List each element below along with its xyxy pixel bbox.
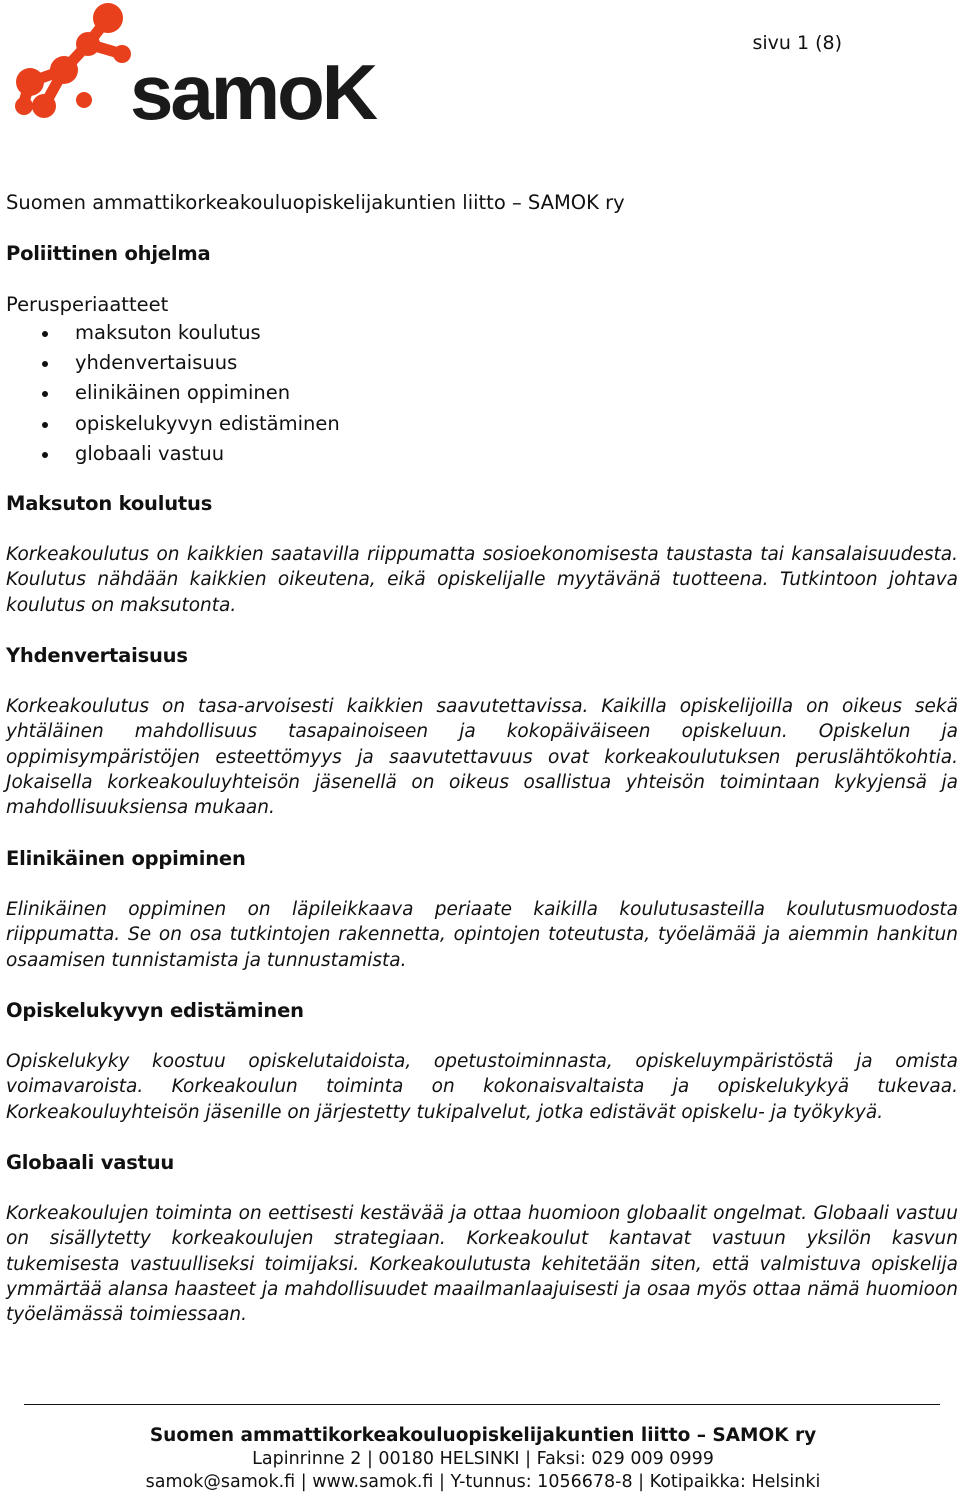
section-heading: Opiskelukyvyn edistäminen xyxy=(6,999,304,1022)
logo-wordmark: samoK xyxy=(130,48,376,124)
section-body: Korkeakoulutus on kaikkien saatavilla riippumatta sosioekonomisesta taustasta tai kansalaisuudesta. Koulutus nähdään kaikkien oikeutena, eikä opiskelijalle myytävänä tuotteena. Tutkintoon johtava koulutus on maksutonta. xyxy=(6,544,958,616)
section-heading: Elinikäinen oppiminen xyxy=(6,847,246,870)
section-body: Korkeakoulutus on tasa-arvoisesti kaikkien saavutettavissa. Kaikilla opiskelijoilla on oikeus sekä yhtäläinen mahdollisuus tasapainoiseen ja kokopäiväiseen opiskeluun. Opiskelun ja oppimisympäristöjen esteettömyys ja saavutettavuus ovat korkeakoulutuksen peruslähtökohtia. Jokaisella korkeakouluyhteisön jäsenellä on oikeus osallistua yhteisön toimintaan kykyjensä ja mahdollisuuksiensa mukaan. xyxy=(6,696,958,819)
section-body: Elinikäinen oppiminen on läpileikkaava periaate kaikilla koulutusasteilla koulutusmuodosta riippumatta. Se on osa tutkintojen rakennetta, opintojen toteutusta, työelämää ja aiemmin hankitun osaamisen tunnistamista ja tunnustamista. xyxy=(6,899,958,971)
principles-heading: Perusperiaatteet xyxy=(6,293,169,316)
organization-name: Suomen ammattikorkeakouluopiskelijakuntien liitto – SAMOK ry xyxy=(6,191,625,214)
samok-logo xyxy=(6,2,426,124)
section-globaali-vastuu xyxy=(6,1150,958,1327)
section-body: Korkeakoulujen toiminta on eettisesti kestävää ja ottaa huomioon globaalit ongelmat. Globaali vastuu on sisällytetty korkeakoulujen strategiaan. Korkeakoulut kantavat vastuun yksilön kasvun tukemisesta vastuulliseksi toimijaksi. Korkeakoulutusta kehitetään siten, että valmistuva opiskelija ymmärtää alansa haasteet ja mahdollisuudet maailmanlaajuisesti ja osaa myös ottaa nämä huomioon työelämässä toimiessaan. xyxy=(6,1203,958,1326)
section-heading: Maksuton koulutus xyxy=(6,492,213,515)
list-item: maksuton koulutus xyxy=(6,318,958,348)
list-item: globaali vastuu xyxy=(6,439,958,469)
section-maksuton-koulutus xyxy=(6,491,958,618)
section-elinikainen-oppiminen xyxy=(6,846,958,973)
list-item: yhdenvertaisuus xyxy=(6,348,958,378)
network-dots-icon xyxy=(15,3,131,118)
document-title: Poliittinen ohjelma xyxy=(6,242,211,265)
footer-address: Lapinrinne 2 | 00180 HELSINKI | Faksi: 029 009 0999 xyxy=(252,1449,714,1469)
section-heading: Yhdenvertaisuus xyxy=(6,644,188,667)
footer-organization: Suomen ammattikorkeakouluopiskelijakuntien liitto – SAMOK ry xyxy=(149,1425,817,1446)
list-item: opiskelukyvyn edistäminen xyxy=(6,409,958,439)
section-yhdenvertaisuus xyxy=(6,643,958,820)
section-heading: Globaali vastuu xyxy=(6,1151,175,1174)
principles-section xyxy=(6,292,958,469)
footer-contact: samok@samok.fi | www.samok.fi | Y-tunnus: 1056678-8 | Kotipaikka: Helsinki xyxy=(145,1472,821,1492)
footer xyxy=(0,1424,960,1494)
document-body xyxy=(6,190,958,216)
page-number: sivu 1 (8) xyxy=(752,32,842,54)
list-item: elinikäinen oppiminen xyxy=(6,378,958,408)
principles-list xyxy=(6,318,958,469)
footer-divider xyxy=(24,1404,940,1405)
section-opiskelukyvyn-edistaminen xyxy=(6,998,958,1125)
section-body: Opiskelukyky koostuu opiskelutaidoista, opetustoiminnasta, opiskeluympäristöstä ja omista voimavaroista. Korkeakoulun toiminta on kokonaisvaltaista ja opiskelukykyä tukevaa. Korkeakouluyhteisön jäsenille on järjestetty tukipalvelut, jotka edistävät opiskelu- ja työkykyä. xyxy=(6,1051,958,1123)
